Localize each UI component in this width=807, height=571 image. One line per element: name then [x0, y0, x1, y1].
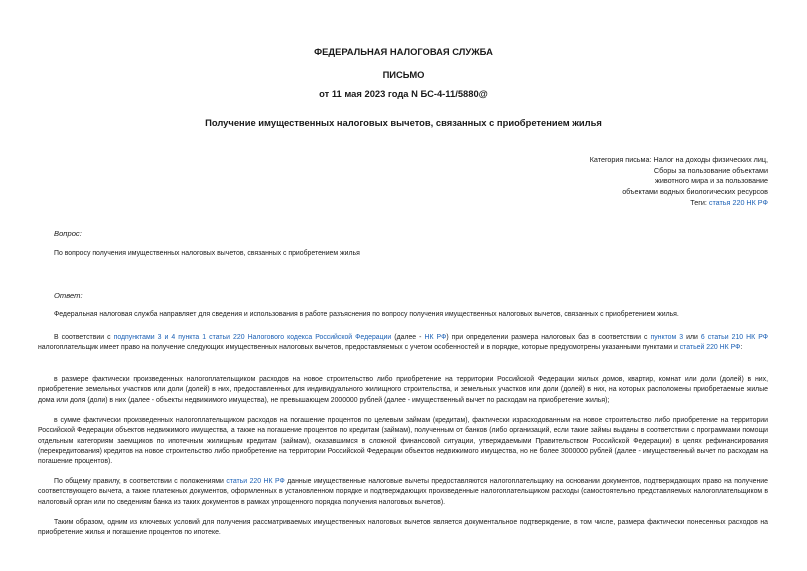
link-art210[interactable]: 6 статьи 210 НК РФ — [700, 334, 768, 341]
category-line-1: Категория письма: Налог на доходы физических лиц, — [589, 155, 768, 164]
answer-paragraph-2: В соответствии с подпунктами 3 и 4 пункта 1 статьи 220 Налогового кодекса Российской Федерации (далее - НК РФ) при определении размера налоговых баз в соответствии с пунктом 3 или 6 статьи 210 НК РФ налогоплательщик имеет право на получение следующих имущественных налоговых вычетов, предоставляемых с учетом особенностей и в порядке, которые предусмотрены указанными пунктами и статьей 220 НК РФ: — [38, 334, 768, 352]
answer-paragraph-6: Таким образом, одним из ключевых условий для получения рассматриваемых имущественных налоговых вычетов является документальное подтверждение, в том числе, размера фактически понесенных расходов на приобретение жилья и погашение процентов по ипотеке. — [38, 519, 768, 537]
link-art220-p1[interactable]: подпунктами 3 и 4 пункта 1 статьи 220 Налогового кодекса Российской Федерации — [113, 334, 392, 341]
doc-type: ПИСЬМО — [382, 69, 425, 80]
agency-name: ФЕДЕРАЛЬНАЯ НАЛОГОВАЯ СЛУЖБА — [314, 46, 493, 57]
link-nk-rf[interactable]: НК РФ — [424, 334, 447, 341]
doc-date-number: от 11 мая 2023 года N БС-4-11/5880@ — [319, 88, 488, 99]
tags-label: Теги: — [690, 197, 709, 207]
doc-title: Получение имущественных налоговых вычетов, связанных с приобретением жилья — [205, 117, 602, 128]
answer-paragraph-4: в сумме фактически произведенных налогоплательщиком расходов на погашение процентов по целевым займам (кредитам), фактически израсходованным на новое строительство либо приобретение на территории Российской Федерации объектов недвижимого имущества, а также на погашение процентов по кредитам (займам), полученным от банков (либо организаций, если такие займы выданы в соответствии с программами помощи отдельным категориям заемщиков по ипотечным жилищным кредитам (займам), оказавшимся в сложной финансовой ситуации, утверждаемыми Правительством Российской Федерации) в целях рефинансирования (перекредитования) кредитов на новое строительство либо приобретение на территории Российской Федерации объектов недвижимого имущества, но не более 3000000 рублей (далее - имущественный вычет по расходам на погашение процентов). — [38, 417, 768, 466]
question-label: Вопрос: — [54, 229, 82, 238]
answer-paragraph-3: в размере фактически произведенных налогоплательщиком расходов на новое строительство либо приобретение на территории Российской Федерации жилых домов, квартир, комнат или доли (долей) в них, приобретение земельных участков или доли (долей) в них, предоставленных для индивидуального жилищного строительства, и земельных участков или доли (долей) в них, на которых расположены приобретаемые жилые дома или доля (доли) в них (далее - объекты недвижимого имущества), не превышающем 2000000 рублей (далее - имущественный вычет по расходам на приобретение жилья); — [38, 376, 768, 404]
link-art220-general[interactable]: статьи 220 НК РФ — [226, 478, 285, 485]
category-line-2: Сборы за пользование объектами — [653, 165, 768, 175]
question-text: По вопросу получения имущественных налоговых вычетов, связанных с приобретением жилья — [54, 250, 360, 257]
tags-line — [468, 198, 768, 209]
category-line-3: животного мира и за пользование — [655, 176, 768, 186]
link-art220[interactable]: статьей 220 НК РФ — [679, 344, 741, 352]
link-punkt-3[interactable]: пунктом 3 — [650, 334, 684, 341]
category-line-4: объектами водных биологических ресурсов — [622, 187, 768, 197]
answer-paragraph-1: Федеральная налоговая служба направляет для сведения и использования в работе разъяснения по вопросу получения имущественных налоговых вычетов, связанных с приобретением жилья. — [54, 311, 679, 318]
answer-label: Ответ: — [54, 291, 83, 300]
answer-paragraph-5: По общему правилу, в соответствии с положениями статьи 220 НК РФ данные имущественные налоговые вычеты предоставляются налогоплательщику на основании документов, подтверждающих право на получение соответствующего вычета, а также платежных документов, оформленных в установленном порядке и подтверждающих произведенные налогоплательщиком расходы (самостоятельно представляемых налогоплательщиком в налоговый орган или по сведениям банка из таких документов в рамках упрощенного порядка получения налоговых вычетов). — [38, 478, 768, 506]
tag-link-article-220[interactable]: статья 220 НК РФ — [708, 197, 768, 207]
letter-meta — [468, 155, 768, 209]
